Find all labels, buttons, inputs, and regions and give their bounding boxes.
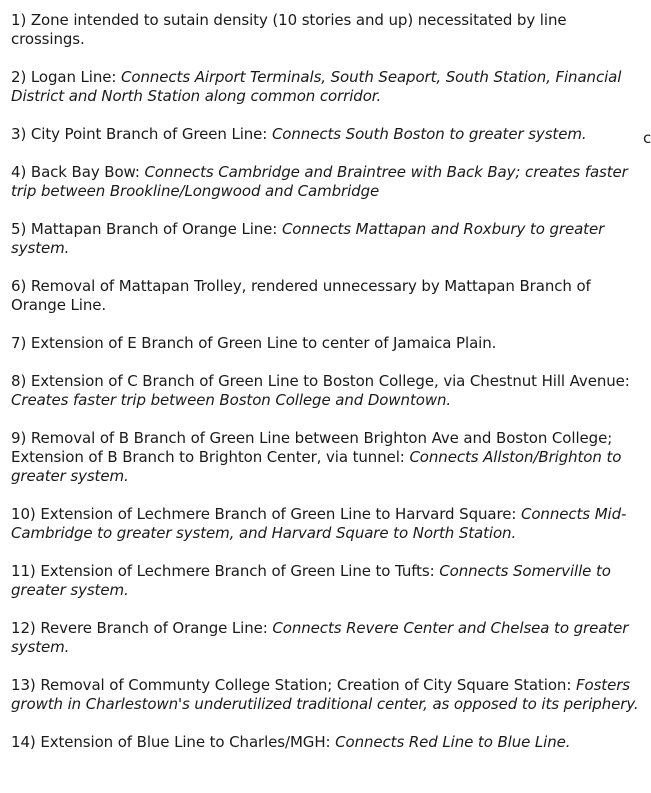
list-item bbox=[11, 562, 643, 600]
item-number: 2) bbox=[11, 68, 27, 86]
item-label: City Point Branch of Green Line: bbox=[30, 125, 272, 143]
item-description: Connects Somerville to greater system. bbox=[11, 562, 611, 599]
item-label: Revere Branch of Orange Line: bbox=[40, 619, 273, 637]
item-number: 12) bbox=[11, 619, 36, 637]
item-description: Connects Mattapan and Roxbury to greater system. bbox=[11, 220, 605, 257]
item-label: Logan Line: bbox=[30, 68, 122, 86]
item-number: 1) bbox=[11, 11, 27, 29]
item-description: Connects Airport Terminals, South Seaport, South Station, Financial District and North Station along common corridor. bbox=[11, 68, 622, 105]
list-item bbox=[11, 334, 643, 353]
item-description: Creates faster trip between Boston College and Downtown. bbox=[11, 391, 452, 409]
item-number: 3) bbox=[11, 125, 27, 143]
item-label: Removal of Mattapan Trolley, rendered unnecessary by Mattapan Branch of Orange Line. bbox=[11, 277, 591, 314]
list-item bbox=[11, 676, 643, 714]
item-label: Removal of B Branch of Green Line between Brighton Ave and Boston College; Extension of B Branch to Brighton Center, via tunnel: bbox=[11, 429, 613, 466]
item-description: Connects Allston/Brighton to greater system. bbox=[11, 448, 622, 485]
item-label: Zone intended to sutain density (10 stories and up) necessitated by line crossings. bbox=[11, 11, 567, 48]
list-item bbox=[11, 220, 643, 258]
list-item bbox=[11, 429, 643, 486]
item-number: 7) bbox=[11, 334, 27, 352]
item-description: Connects Revere Center and Chelsea to greater system. bbox=[11, 619, 629, 656]
list-item bbox=[11, 619, 643, 657]
list-item bbox=[11, 125, 643, 144]
item-label: Extension of Lechmere Branch of Green Line to Tufts: bbox=[40, 562, 440, 580]
item-description: Connects Cambridge and Braintree with Back Bay; creates faster trip between Brookline/Longwood and Cambridge bbox=[11, 163, 628, 200]
item-description: Connects Red Line to Blue Line. bbox=[335, 733, 571, 751]
document-body bbox=[11, 11, 643, 771]
item-label: Extension of C Branch of Green Line to Boston College, via Chestnut Hill Avenue: bbox=[30, 372, 630, 390]
list-item bbox=[11, 372, 643, 410]
list-item bbox=[11, 277, 643, 315]
item-number: 13) bbox=[11, 676, 36, 694]
item-number: 14) bbox=[11, 733, 36, 751]
item-description: Connects Mid-Cambridge to greater system, and Harvard Square to North Station. bbox=[11, 505, 627, 542]
item-number: 6) bbox=[11, 277, 27, 295]
list-item bbox=[11, 733, 643, 752]
item-description: Fosters growth in Charlestown's underutilized traditional center, as opposed to its periphery. bbox=[11, 676, 639, 713]
item-number: 4) bbox=[11, 163, 27, 181]
item-label: Extension of E Branch of Green Line to center of Jamaica Plain. bbox=[30, 334, 497, 352]
item-number: 11) bbox=[11, 562, 36, 580]
item-number: 8) bbox=[11, 372, 27, 390]
item-label: Extension of Lechmere Branch of Green Line to Harvard Square: bbox=[40, 505, 521, 523]
item-description: Connects South Boston to greater system. bbox=[271, 125, 587, 143]
list-item bbox=[11, 505, 643, 543]
list-item bbox=[11, 163, 643, 201]
item-label: Mattapan Branch of Orange Line: bbox=[30, 220, 282, 238]
list-item bbox=[11, 68, 643, 106]
item-number: 9) bbox=[11, 429, 27, 447]
item-label: Back Bay Bow: bbox=[30, 163, 145, 181]
list-item bbox=[11, 11, 643, 49]
clipped-edge-glyph: c bbox=[643, 129, 651, 147]
item-number: 10) bbox=[11, 505, 36, 523]
item-number: 5) bbox=[11, 220, 27, 238]
item-label: Removal of Communty College Station; Creation of City Square Station: bbox=[40, 676, 576, 694]
item-label: Extension of Blue Line to Charles/MGH: bbox=[40, 733, 336, 751]
